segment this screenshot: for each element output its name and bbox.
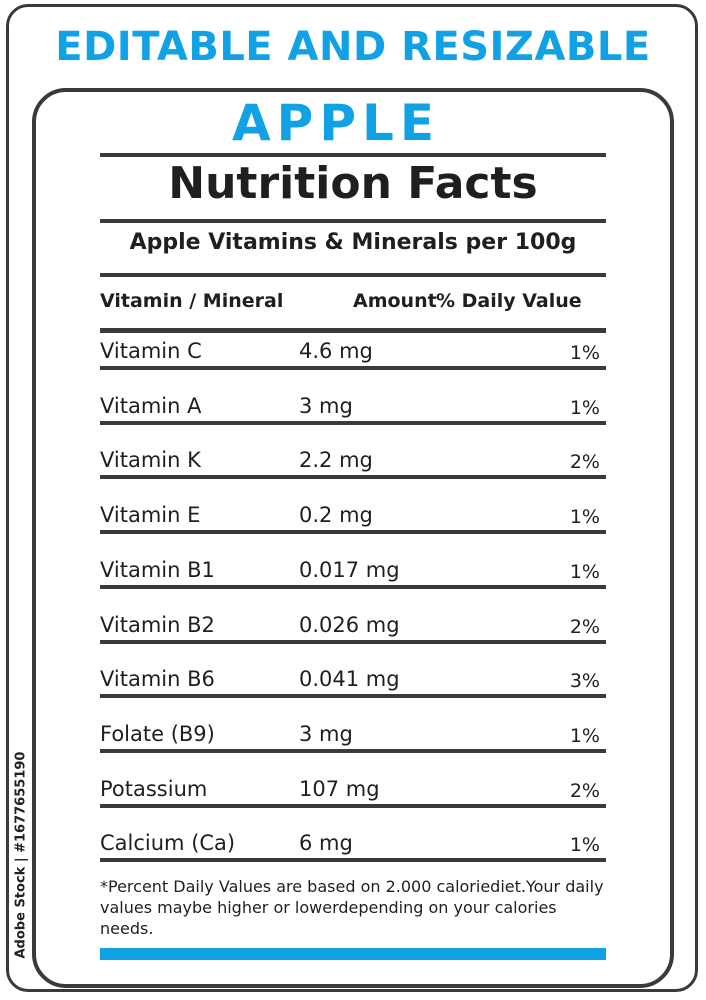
subtitle-rule <box>100 273 606 277</box>
header-rule <box>100 328 606 333</box>
nutrient-name: Calcium (Ca) <box>100 831 236 855</box>
nutrient-daily-value: 3% <box>569 670 600 692</box>
header-name: Vitamin / Mineral <box>100 290 284 312</box>
nutrient-amount: 0.026 mg <box>299 613 400 637</box>
top-rule <box>100 153 606 157</box>
nutrient-daily-value: 2% <box>569 616 600 638</box>
header-daily-value: % Daily Value <box>436 290 582 312</box>
nutrition-title: Nutrition Facts <box>168 158 538 209</box>
nutrient-amount: 2.2 mg <box>299 448 373 472</box>
nutrient-daily-value: 1% <box>569 561 600 583</box>
nutrient-daily-value: 1% <box>569 834 600 856</box>
nutrient-amount: 3 mg <box>299 722 353 746</box>
nutrient-amount: 0.2 mg <box>299 503 373 527</box>
accent-bar <box>100 948 606 960</box>
nutrient-name: Potassium <box>100 777 208 801</box>
product-name: APPLE <box>231 94 440 152</box>
nutrient-amount: 107 mg <box>299 777 380 801</box>
stock-credit: Adobe Stock | #1677655190 <box>13 751 29 959</box>
nutrient-daily-value: 1% <box>569 397 600 419</box>
title-rule <box>100 219 606 223</box>
row-divider <box>100 530 606 534</box>
row-divider <box>100 694 606 698</box>
nutrient-name: Vitamin K <box>100 448 201 472</box>
row-divider <box>100 858 606 862</box>
nutrient-daily-value: 1% <box>569 725 600 747</box>
nutrient-name: Vitamin E <box>100 503 201 527</box>
nutrient-daily-value: 2% <box>569 780 600 802</box>
nutrient-amount: 0.041 mg <box>299 667 400 691</box>
nutrient-name: Vitamin B1 <box>100 558 215 582</box>
nutrient-name: Folate (B9) <box>100 722 215 746</box>
footnote: *Percent Daily Values are based on 2.000 caloriediet.Your daily values maybe higher or lowerdepending on your calories needs. <box>100 877 604 938</box>
nutrient-amount: 0.017 mg <box>299 558 400 582</box>
nutrient-daily-value: 1% <box>569 506 600 528</box>
row-divider <box>100 585 606 589</box>
nutrient-daily-value: 1% <box>569 342 600 364</box>
nutrient-amount: 3 mg <box>299 394 353 418</box>
row-divider <box>100 640 606 644</box>
nutrient-amount: 4.6 mg <box>299 339 373 363</box>
subtitle: Apple Vitamins & Minerals per 100g <box>129 230 577 255</box>
nutrient-name: Vitamin B2 <box>100 613 215 637</box>
banner-heading: EDITABLE AND RESIZABLE <box>55 24 651 70</box>
row-divider <box>100 804 606 808</box>
nutrient-daily-value: 2% <box>569 451 600 473</box>
nutrient-name: Vitamin C <box>100 339 202 363</box>
row-divider <box>100 475 606 479</box>
nutrient-name: Vitamin A <box>100 394 202 418</box>
row-divider <box>100 421 606 425</box>
nutrient-name: Vitamin B6 <box>100 667 215 691</box>
row-divider <box>100 366 606 370</box>
header-amount: Amount <box>353 290 437 312</box>
nutrient-amount: 6 mg <box>299 831 353 855</box>
row-divider <box>100 749 606 753</box>
